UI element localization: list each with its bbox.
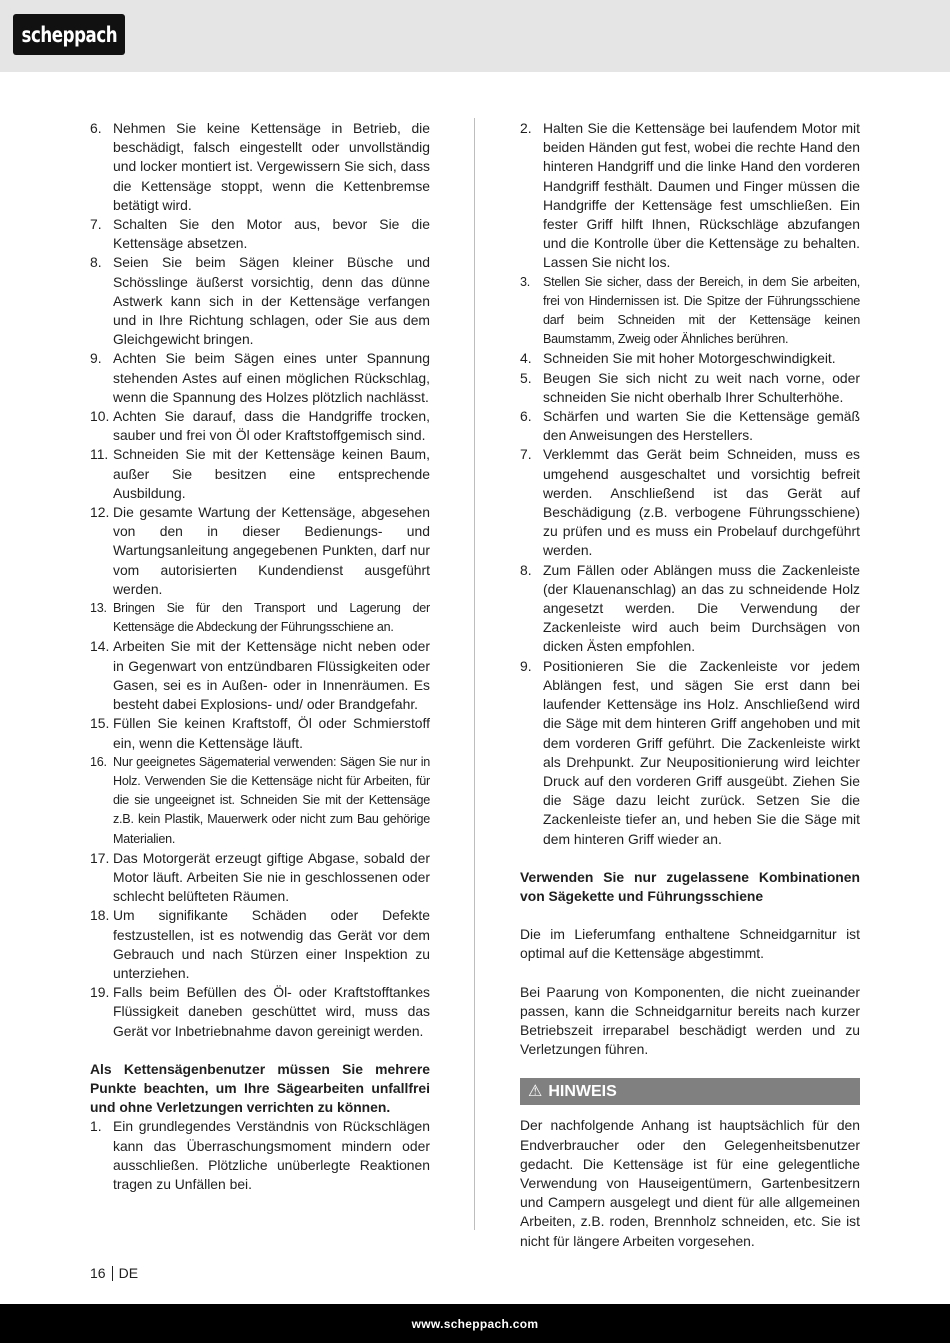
list-item	[90, 637, 430, 714]
list-item	[90, 119, 430, 215]
item-text: Schneiden Sie mit der Kettensäge keinen Baum, außer Sie besitzen eine entsprechende Ausbildung.	[113, 446, 430, 501]
list-item	[520, 657, 860, 849]
item-number: 8.	[90, 254, 102, 271]
list-item	[90, 906, 430, 983]
list-item	[90, 983, 430, 1041]
item-text: Füllen Sie keinen Kraftstoff, Öl oder Schmierstoff ein, wenn die Kettensäge läuft.	[113, 715, 430, 751]
list-item	[520, 445, 860, 560]
list-item	[520, 349, 860, 368]
item-number: 16.	[90, 754, 107, 769]
item-number: 19.	[90, 984, 110, 1001]
list-item	[90, 753, 430, 849]
logo-text: scheppach	[21, 22, 117, 47]
item-number: 3.	[520, 274, 531, 289]
list-item	[90, 1117, 430, 1194]
safety-list-left-2	[90, 1117, 430, 1194]
list-item	[90, 253, 430, 349]
item-number: 5.	[520, 369, 532, 386]
item-text: Das Motorgerät erzeugt giftige Abgase, sobald der Motor läuft. Arbeiten Sie nie in geschlossenen oder schlecht belüfteten Räumen.	[113, 849, 430, 905]
paragraph: Bei Paarung von Komponenten, die nicht zueinander passen, kann die Schneidgarnitur bereits nach kurzer Betriebszeit irreparabel beschädigt werden und zu Verletzungen führen.	[520, 983, 860, 1058]
item-text: Schalten Sie den Motor aus, bevor Sie die Kettensäge absetzen.	[113, 216, 430, 252]
item-text: Positionieren Sie die Zackenleiste vor jedem Ablängen fest, und sägen Sie erst dann bei laufender Kettensäge ins Holz. Anschließend wird die Säge mit dem hinteren Griff angehoben und mit dem vorderen Griff geführt. Die Zackenleiste wirkt als Drehpunkt. Zur Neupositionierung wird leichter Druck auf den vorderen Griff ausgeübt. Ziehen Sie die Säge dazu leicht zurück. Setzen Sie die Zackenleiste tiefer an, und heben Sie die Säge mit dem hinteren Griff wieder an.	[543, 657, 860, 847]
item-number: 7.	[90, 216, 102, 233]
item-text: Bringen Sie für den Transport und Lagerung der Kettensäge die Abdeckung der Führungsschiene an.	[113, 601, 430, 635]
list-item	[90, 215, 430, 253]
item-text: Um signifikante Schäden oder Defekte festzustellen, ist es notwendig das Gerät vor dem Gebrauch und nach Stürzen einer Inspektion zu unterziehen.	[113, 907, 430, 981]
page-number-value: 16	[90, 1265, 106, 1281]
hinweis-paragraph: Der nachfolgende Anhang ist hauptsächlich für den Endverbraucher oder den Gelegenheitsbenutzer gedacht. Die Kettensäge ist für eine gelegentliche Verwendung von Hauseigentümern, Gartenbesitzern und Campern ausgelegt und dient für alle allgemeinen Arbeiten, z.B. roden, Brennholz schneiden, etc. Sie ist nicht für längere Arbeiten vorgesehen.	[520, 1117, 860, 1249]
list-item	[90, 714, 430, 752]
item-text: Seien Sie beim Sägen kleiner Büsche und Schösslinge äußerst vorsichtig, denn das dünne Astwerk kann sich in der Kettensäge verfangen und in Ihre Richtung schlagen, oder Sie aus dem Gleichgewicht bringen.	[113, 254, 430, 348]
item-text: Achten Sie beim Sägen eines unter Spannung stehenden Astes auf einen möglichen Rückschlag, wenn die Spannung des Holzes plötzlich nachlässt.	[113, 350, 430, 405]
item-number: 9.	[90, 350, 102, 367]
hinweis-banner	[520, 1078, 860, 1105]
list-item	[90, 349, 430, 407]
item-text: Beugen Sie sich nicht zu weit nach vorne, oder schneiden Sie nicht oberhalb Ihrer Schulterhöhe.	[543, 369, 860, 405]
item-text: Stellen Sie sicher, dass der Bereich, in dem Sie arbeiten, frei von Hindernissen ist. Die Spitze der Führungsschiene darf beim Schneiden mit der Kettensäge keinen Baumstamm, Zweig oder Ähnliches berühren.	[543, 274, 860, 347]
list-item	[520, 369, 860, 407]
item-number: 9.	[520, 657, 532, 674]
warning-icon: ⚠	[528, 1083, 543, 1101]
item-text: Achten Sie darauf, dass die Handgriffe trocken, sauber und frei von Öl oder Kraftstoffgemisch sind.	[113, 408, 430, 444]
item-number: 12.	[90, 504, 110, 521]
header-band	[0, 0, 950, 72]
list-item	[90, 407, 430, 445]
item-number: 11.	[90, 446, 109, 463]
item-number: 18.	[90, 907, 110, 924]
list-item	[520, 561, 860, 657]
paragraph: Die im Lieferumfang enthaltene Schneidgarnitur ist optimal auf die Kettensäge abgestimmt.	[520, 926, 860, 962]
item-text: Nehmen Sie keine Kettensäge in Betrieb, die beschädigt, falsch eingestellt oder unvollständig und locker montiert ist. Vergewissern Sie sich, dass die Kettensäge stoppt, wenn die Kettenbremse betätigt wird.	[113, 120, 430, 213]
item-number: 17.	[90, 849, 110, 866]
item-text: Halten Sie die Kettensäge bei laufendem Motor mit beiden Händen gut fest, wobei die rechte Hand den hinteren Handgriff und die linke Hand den vorderen Handgriff festhält. Daumen und Finger müssen die Handgriffe der Kettensäge fest umschließen. Ein fester Griff hilft Ihnen, Rückschläge abzufangen und die Kontrolle über die Kettensäge zu behalten. Lassen Sie nicht los.	[543, 120, 860, 271]
item-number: 6.	[90, 120, 102, 136]
item-number: 15.	[90, 715, 110, 732]
item-text: Verklemmt das Gerät beim Schneiden, muss es umgehend ausgeschaltet und vorsichtig befreit werden. Anschließend ist das Gerät auf Beschädigung (z.B. verbogene Führungsschiene) zu prüfen und es muss ein Probelauf durchgeführt werden.	[543, 446, 860, 559]
item-text: Falls beim Befüllen des Öl- oder Kraftstofftankes Flüssigkeit daneben geschüttet wird, muss das Gerät vor Inbetriebnahme davon gereinigt werden.	[113, 984, 430, 1039]
list-item	[90, 503, 430, 599]
item-text: Zum Fällen oder Ablängen muss die Zackenleiste (der Klauenanschlag) an das zu schneidende Holz angesetzt werden. Die Verwendung der Zackenleiste wird auch beim Durchsägen von dicken Ästen empfohlen.	[543, 561, 860, 655]
item-number: 8.	[520, 561, 532, 578]
item-number: 10.	[90, 408, 110, 425]
list-item	[520, 407, 860, 445]
safety-list-right	[520, 119, 860, 849]
item-text: Schärfen und warten Sie die Kettensäge gemäß den Anweisungen des Herstellers.	[543, 408, 860, 444]
item-text: Arbeiten Sie mit der Kettensäge nicht neben oder in Gegenwart von entzündbaren Flüssigkeiten oder Gasen, sei es in Außen- oder in Innenräumen. Es besteht dabei Explosions- und/ oder Brandgefahr.	[113, 638, 430, 713]
item-number: 7.	[520, 446, 532, 463]
page-separator	[112, 1266, 113, 1281]
list-item	[520, 273, 860, 350]
list-item	[90, 445, 430, 503]
column-divider	[474, 118, 475, 1230]
hinweis-label: HINWEIS	[548, 1083, 617, 1101]
list-item	[520, 119, 860, 273]
item-number: 14.	[90, 638, 110, 655]
safety-list-left	[90, 119, 430, 1041]
scheppach-logo[interactable]	[13, 14, 125, 55]
left-column	[90, 119, 430, 1194]
page-number	[90, 1265, 138, 1281]
right-column	[520, 119, 860, 1251]
item-number: 6.	[520, 408, 532, 425]
item-number: 13.	[90, 601, 107, 616]
item-text: Ein grundlegendes Verständnis von Rückschlägen kann das Überraschungsmoment mindern oder ausschließen. Plötzliche unüberlegte Reaktionen tragen zu Unfällen bei.	[113, 1118, 430, 1192]
website-link[interactable]: www.scheppach.com	[411, 1316, 539, 1331]
item-text: Nur geeignetes Sägematerial verwenden: Sägen Sie nur in Holz. Verwenden Sie die Kettensäge nicht für Arbeiten, für die sie ungeeignet ist. Schneiden Sie mit der Kettensäge z.B. kein Plastik, Mauerwerk oder nicht zum Bau gehörige Materialien.	[113, 754, 430, 846]
item-text: Schneiden Sie mit hoher Motorgeschwindigkeit.	[543, 350, 836, 367]
section-heading: Als Kettensägenbenutzer müssen Sie mehrere Punkte beachten, um Ihre Sägearbeiten unfallfrei und ohne Verletzungen verrichten zu können.	[90, 1060, 430, 1116]
list-item	[90, 849, 430, 907]
item-number: 2.	[520, 120, 532, 136]
item-number: 1.	[90, 1118, 102, 1135]
section-heading: Verwenden Sie nur zugelassene Kombinationen von Sägekette und Führungsschiene	[520, 868, 860, 904]
language-code: DE	[118, 1265, 139, 1281]
item-number: 4.	[520, 350, 532, 367]
footer-band	[0, 1304, 950, 1343]
item-text: Die gesamte Wartung der Kettensäge, abgesehen von den in dieser Bedienungs- und Wartungsanleitung angegebenen Punkten, darf nur vom autorisierten Kundendienst ausgeführt werden.	[113, 504, 430, 597]
list-item	[90, 599, 430, 637]
